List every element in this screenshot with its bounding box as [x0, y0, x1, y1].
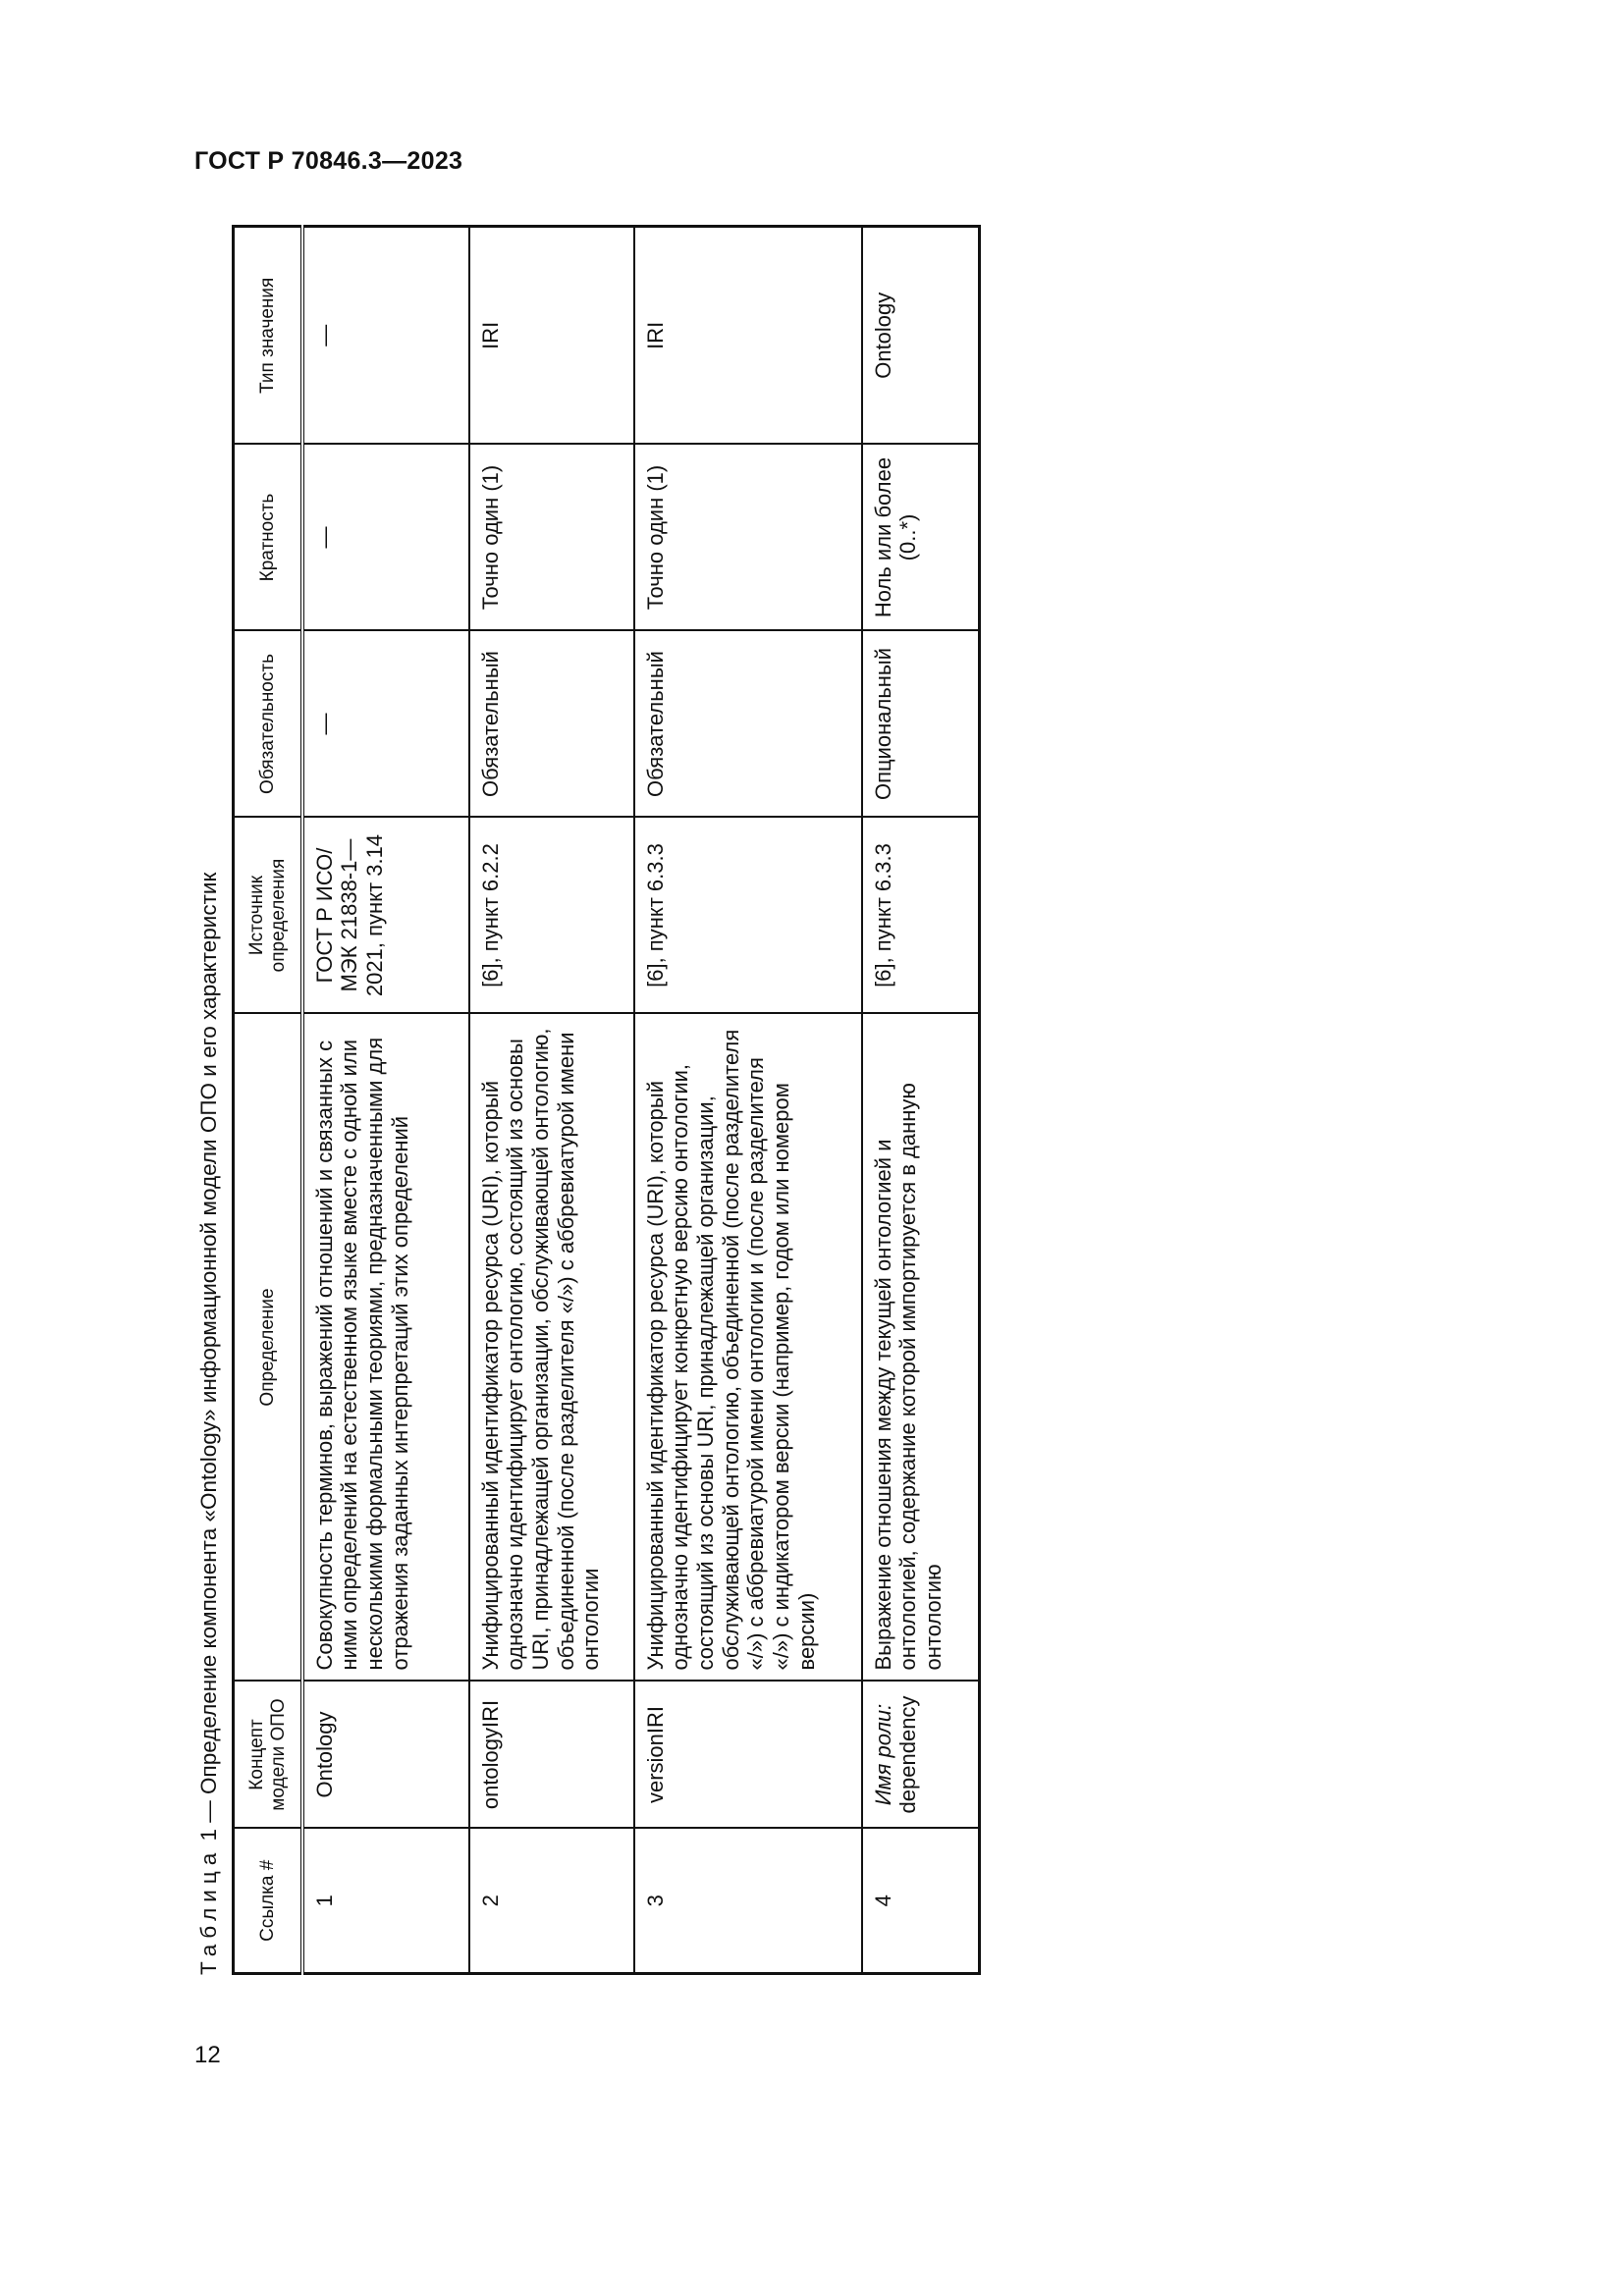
cell-multiplicity: Ноль или более (0..*): [862, 445, 980, 631]
cell-value-type: —: [302, 227, 469, 445]
cell-value-type: Ontology: [862, 227, 980, 445]
cell-ref: 3: [634, 1829, 862, 1974]
cell-definition: Унифицированный идентификатор ресурса (URI), который однозначно идентифицирует онтологию, состоящий из основы URI, принадлежащей организации, обслуживающей онтологию, объединенной (после разделителя «/») с аббревиатурой имени онтологии: [469, 1014, 634, 1682]
cell-source: ГОСТ Р ИСО/МЭК 21838-1—2021, пункт 3.14: [302, 818, 469, 1014]
column-header-definition: Определение: [234, 1014, 302, 1682]
table-header-row: [234, 227, 302, 1974]
cell-value-type: IRI: [469, 227, 634, 445]
cell-ref: 1: [302, 1829, 469, 1974]
cell-ref: 2: [469, 1829, 634, 1974]
cell-source: [6], пункт 6.3.3: [634, 818, 862, 1014]
cell-multiplicity: Точно один (1): [634, 445, 862, 631]
cell-value-type: IRI: [634, 227, 862, 445]
table-caption-label: Таблица: [196, 1846, 221, 1975]
cell-concept: [862, 1682, 980, 1829]
column-header-multiplicity: Кратность: [234, 445, 302, 631]
column-header-value-type: Тип значения: [234, 227, 302, 445]
cell-obligation: Опциональный: [862, 631, 980, 818]
cell-definition: Унифицированный идентификатор ресурса (URI), который однозначно идентифицирует конкретную версию онтологии, состоящий из основы URI, принадлежащей организации, обслуживающей онтологию, объединенной (после разделителя «/») с аббревиатурой имени онтологии и (после разделителя «/») с индикатором версии (например, годом или номером версии): [634, 1014, 862, 1682]
cell-concept-role-label: Имя роли:: [870, 1703, 895, 1806]
cell-ref: 4: [862, 1829, 980, 1974]
cell-concept: ontologyIRI: [469, 1682, 634, 1829]
column-header-source: Источник определения: [234, 818, 302, 1014]
cell-multiplicity: —: [302, 445, 469, 631]
cell-obligation: Обязательный: [469, 631, 634, 818]
column-header-concept: Концепт модели ОПО: [234, 1682, 302, 1829]
table-row: [469, 227, 634, 1974]
cell-obligation: —: [302, 631, 469, 818]
cell-source: [6], пункт 6.3.3: [862, 818, 980, 1014]
definition-table: [232, 225, 981, 1975]
column-header-obligation: Обязательность: [234, 631, 302, 818]
cell-concept-value: dependency: [895, 1695, 921, 1814]
table-row: [862, 227, 980, 1974]
cell-source: [6], пункт 6.2.2: [469, 818, 634, 1014]
column-header-ref: Ссылка #: [234, 1829, 302, 1974]
table-caption-text: 1 — Определение компонента «Ontology» информационной модели ОПО и его характеристик: [196, 872, 221, 1842]
table-row: [302, 227, 469, 1974]
cell-definition: Совокупность терминов, выражений отношений и связанных с ними определений на естественном языке вместе с одной или несколькими формальными теориями, предназначенными для отражения заданных интерпретаций этих определений: [302, 1014, 469, 1682]
table-row: [634, 227, 862, 1974]
cell-multiplicity: Точно один (1): [469, 445, 634, 631]
cell-definition: Выражение отношения между текущей онтологией и онтологией, содержание которой импортируется в данную онтологию: [862, 1014, 980, 1682]
rotated-table-block: [194, 228, 980, 1975]
cell-concept: Ontology: [302, 1682, 469, 1829]
document-header: ГОСТ Р 70846.3—2023: [194, 147, 463, 175]
page-number: 12: [194, 2042, 221, 2068]
cell-concept: versionIRI: [634, 1682, 862, 1829]
cell-obligation: Обязательный: [634, 631, 862, 818]
table-caption: [196, 873, 222, 1975]
